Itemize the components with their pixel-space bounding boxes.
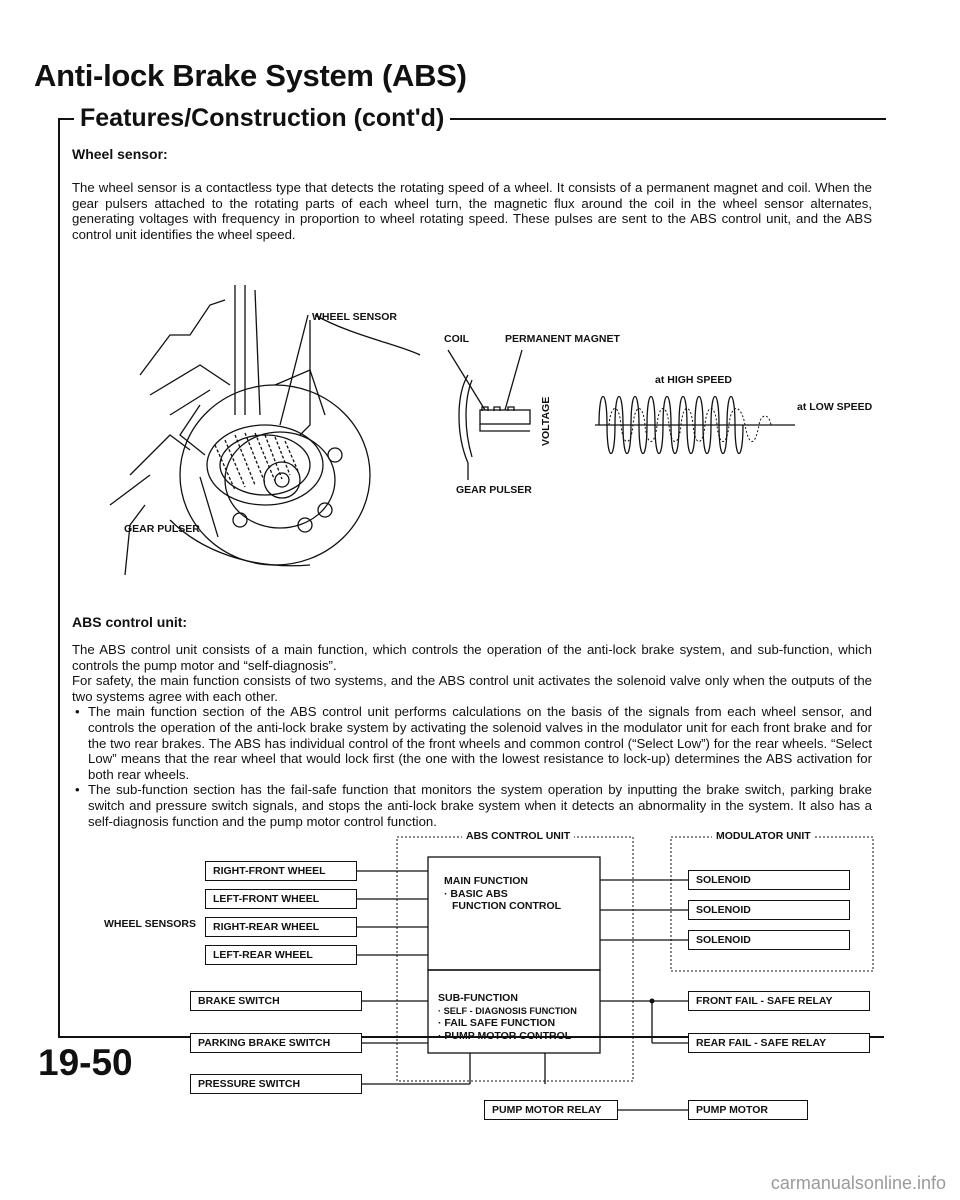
modulator-unit-label: MODULATOR UNIT <box>712 830 815 842</box>
parking-brake-switch-box: PARKING BRAKE SWITCH <box>190 1033 362 1053</box>
right-front-wheel-box: RIGHT-FRONT WHEEL <box>205 861 357 881</box>
main-function-item-1: · BASIC ABS <box>444 887 508 900</box>
main-function-block <box>444 875 561 913</box>
control-unit-text-2: For safety, the main function consists of two systems, and the ABS control unit activates the solenoid valve only when the outputs of the two systems agree with each other. <box>72 673 872 704</box>
sub-function-block <box>438 992 577 1042</box>
wheel-sensor-label: WHEEL SENSOR <box>312 311 397 323</box>
sub-function-item-2: · FAIL SAFE FUNCTION <box>438 1017 556 1029</box>
rear-fail-safe-relay-box: REAR FAIL - SAFE RELAY <box>688 1033 870 1053</box>
pump-motor-box: PUMP MOTOR <box>688 1100 808 1120</box>
solenoid-box-3: SOLENOID <box>688 930 850 950</box>
gear-pulser-label-2: GEAR PULSER <box>456 484 532 496</box>
wheel-sensors-label: WHEEL SENSORS <box>100 918 200 930</box>
front-fail-safe-relay-box: FRONT FAIL - SAFE RELAY <box>688 991 870 1011</box>
control-unit-bullet-1: • The main function section of the ABS control unit performs calculations on the basis of the signals from each wheel sensor, and controls the operation of the anti-lock brake system by activating the solenoid valves in the modulator unit for each front brake and for the two rear brakes. The ABS has individual control of the front wheels and common control (“Select Low”) for the rear wheels. “Select Low” means that the rear wheel that would lock first (the one with the lowest resistance to lock-up) determines the ABS activation for both rear wheels. <box>88 704 872 782</box>
abs-unit-label: ABS CONTROL UNIT <box>462 830 574 842</box>
pressure-switch-box: PRESSURE SWITCH <box>190 1074 362 1094</box>
low-speed-label: at LOW SPEED <box>797 401 873 413</box>
left-front-wheel-box: LEFT-FRONT WHEEL <box>205 889 357 909</box>
section-title: Features/Construction (cont'd) <box>74 104 450 133</box>
page-number: 19-50 <box>38 1042 133 1083</box>
wheel-sensor-text: The wheel sensor is a contactless type that detects the rotating speed of a wheel. It consists of a permanent magnet and coil. When the gear pulsers attached to the rotating parts of each wheel turn, the magnetic flux around the coil in the wheel sensor alternates, generating voltages with frequency in proportion to wheel rotating speed. These pulses are sent to the ABS control unit, and the ABS control unit identifies the wheel speed. <box>72 180 872 242</box>
gear-pulser-label: GEAR PULSER <box>124 523 200 535</box>
brake-switch-box: BRAKE SWITCH <box>190 991 362 1011</box>
right-rear-wheel-box: RIGHT-REAR WHEEL <box>205 917 357 937</box>
pump-motor-relay-box: PUMP MOTOR RELAY <box>484 1100 618 1120</box>
watermark: carmanualsonline.info <box>770 1173 946 1193</box>
sub-function-title: SUB-FUNCTION <box>438 992 518 1004</box>
solenoid-box-2: SOLENOID <box>688 900 850 920</box>
main-function-title: MAIN FUNCTION <box>444 875 528 887</box>
control-unit-text-1: The ABS control unit consists of a main function, which controls the operation of the anti-lock brake system, and sub-function, which controls the pump motor and “self-diagnosis”. <box>72 642 872 673</box>
solenoid-box-1: SOLENOID <box>688 870 850 890</box>
page-title: Anti-lock Brake System (ABS) <box>34 58 467 93</box>
main-function-item-2: FUNCTION CONTROL <box>452 900 562 912</box>
permanent-magnet-label: PERMANENT MAGNET <box>505 333 620 345</box>
high-speed-label: at HIGH SPEED <box>655 374 733 386</box>
control-unit-heading: ABS control unit: <box>72 614 188 630</box>
control-unit-bullet-2: • The sub-function section has the fail-safe function that monitors the system operation by inputting the brake switch, parking brake switch and pressure switch signals, and stops the anti-lock brake system when it detects an abnormality in the system. It also has a self-diagnosis function and the pump motor control function. <box>88 782 872 829</box>
voltage-axis-label: VOLTAGE <box>540 396 552 446</box>
left-rear-wheel-box: LEFT-REAR WHEEL <box>205 945 357 965</box>
wheel-sensor-heading: Wheel sensor: <box>72 146 168 162</box>
sub-function-item-3: · PUMP MOTOR CONTROL <box>438 1029 572 1042</box>
sub-function-item-1: · SELF - DIAGNOSIS FUNCTION <box>438 1005 577 1016</box>
coil-label: COIL <box>444 333 470 345</box>
